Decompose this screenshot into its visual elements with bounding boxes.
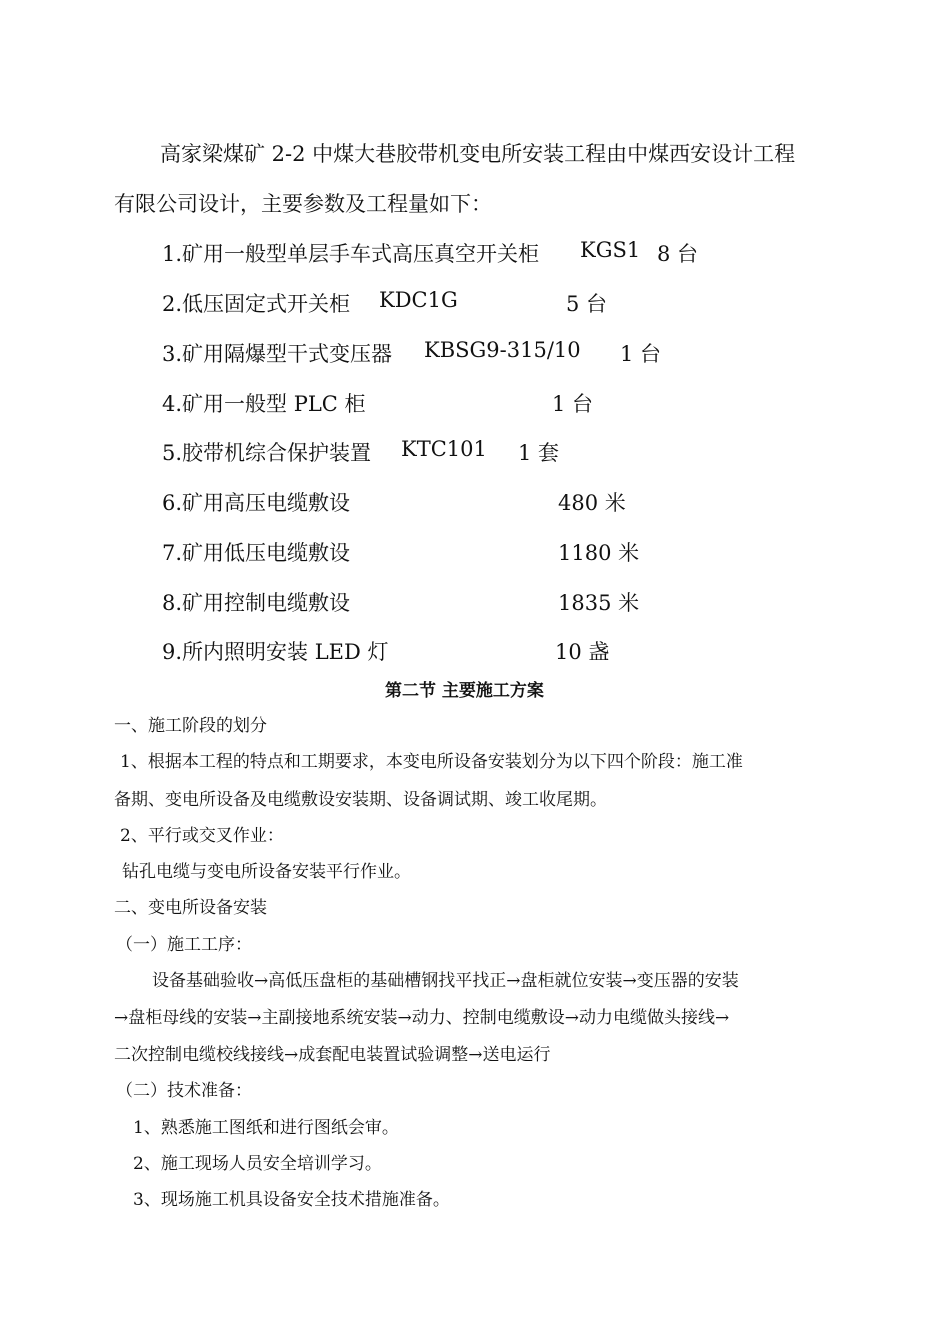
list-item: 1、熟悉施工图纸和进行图纸会审。 xyxy=(133,1118,399,1138)
item-quantity: 1 台 xyxy=(552,392,594,416)
part2-heading: 二、变电所设备安装 xyxy=(114,898,267,918)
item-model: KDC1G xyxy=(379,288,458,312)
procedure-line: 设备基础验收→高低压盘柜的基础槽钢找平找正→盘柜就位安装→变压器的安装 xyxy=(152,971,739,991)
item-model: KGS1 xyxy=(580,238,641,262)
procedure-line: →盘柜母线的安装→主副接地系统安装→动力、控制电缆敷设→动力电缆做头接线→ xyxy=(114,1008,730,1028)
item-quantity: 8 台 xyxy=(657,242,699,266)
item-name: 8.矿用控制电缆敷设 xyxy=(162,591,351,615)
item-quantity: 480 米 xyxy=(558,491,626,515)
item-quantity: 1835 米 xyxy=(558,591,640,615)
list-item: 3、现场施工机具设备安全技术措施准备。 xyxy=(133,1190,450,1210)
item-name: 6.矿用高压电缆敷设 xyxy=(162,491,351,515)
item-quantity: 1180 米 xyxy=(558,541,640,565)
item-quantity: 1 台 xyxy=(620,342,662,366)
procedure-line: 二次控制电缆校线接线→成套配电装置试验调整→送电运行 xyxy=(114,1045,551,1065)
item-model: KBSG9-315/10 xyxy=(424,338,581,362)
item-quantity: 5 台 xyxy=(566,292,608,316)
paragraph-line: 备期、变电所设备及电缆敷设安装期、设备调试期、竣工收尾期。 xyxy=(114,790,607,810)
list-item: 2、施工现场人员安全培训学习。 xyxy=(133,1154,382,1174)
paragraph-line: 1、根据本工程的特点和工期要求，本变电所设备安装划分为以下四个阶段：施工准 xyxy=(120,752,743,772)
item-name: 9.所内照明安装 LED 灯 xyxy=(162,640,389,664)
intro-line-2: 有限公司设计，主要参数及工程量如下： xyxy=(114,192,492,216)
item-name: 2.低压固定式开关柜 xyxy=(162,292,351,316)
section-title: 第二节 主要施工方案 xyxy=(385,681,544,701)
item-name: 7.矿用低压电缆敷设 xyxy=(162,541,351,565)
subsection-heading: （一）施工工序： xyxy=(116,935,252,955)
part1-heading: 一、施工阶段的划分 xyxy=(114,716,267,736)
item-name: 3.矿用隔爆型干式变压器 xyxy=(162,342,393,366)
item-quantity: 1 套 xyxy=(518,441,560,465)
item-name: 1.矿用一般型单层手车式高压真空开关柜 xyxy=(162,242,540,266)
intro-line-1: 高家梁煤矿 2-2 中煤大巷胶带机变电所安装工程由中煤西安设计工程 xyxy=(160,142,796,166)
item-name: 4.矿用一般型 PLC 柜 xyxy=(162,392,366,416)
paragraph-line: 2、平行或交叉作业： xyxy=(120,826,284,846)
subsection-heading: （二）技术准备： xyxy=(116,1081,252,1101)
paragraph-line: 钻孔电缆与变电所设备安装平行作业。 xyxy=(122,862,411,882)
item-quantity: 10 盏 xyxy=(555,640,610,664)
item-name: 5.胶带机综合保护装置 xyxy=(162,441,372,465)
item-model: KTC101 xyxy=(401,437,487,461)
